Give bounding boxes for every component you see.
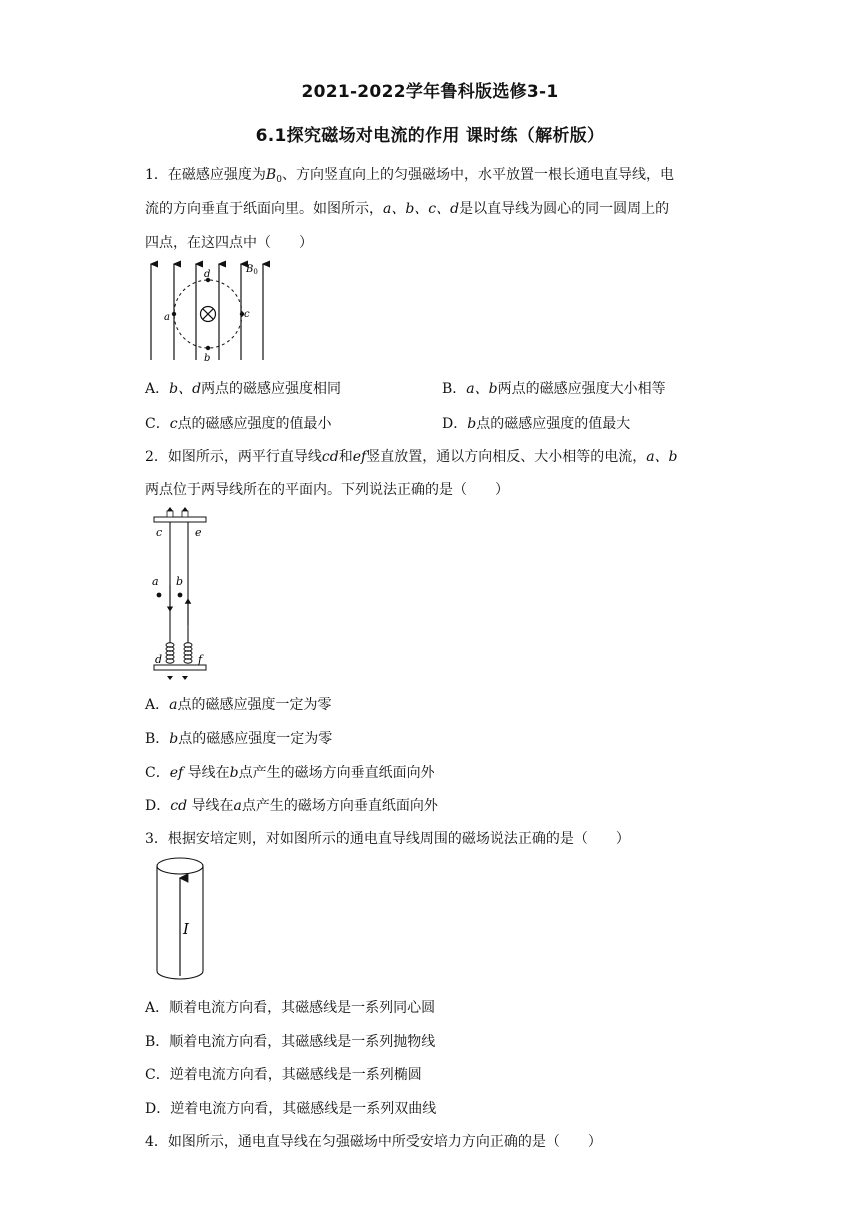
- q3-option-b[interactable]: B．顺着电流方向看，其磁感线是一系列抛物线: [145, 1034, 436, 1050]
- q3-option-c[interactable]: C．逆着电流方向看，其磁感线是一系列椭圆: [145, 1067, 422, 1083]
- point-b: [178, 593, 183, 598]
- page-title-line2: 6.1探究磁场对电流的作用 课时练（解析版）: [255, 126, 605, 146]
- q2-stem-line1: 2．如图所示，两平行直导线cd和ef竖直放置，通以方向相反、大小相等的电流，a、b: [145, 449, 678, 465]
- q1-option-b[interactable]: B．a、b两点的磁感应强度大小相等: [442, 381, 666, 397]
- q1-stem-line1: 1．在磁感应强度为$B_0$、方向竖直向上的匀强磁场中，水平放置一根长通电直导线，电: [145, 167, 674, 185]
- q4-stem: 4．如图所示，通电直导线在匀强磁场中所受安培力方向正确的是（ ）: [145, 1134, 602, 1150]
- top-support-bar: [154, 517, 206, 522]
- point-a: [157, 593, 162, 598]
- label-d: d: [204, 269, 211, 280]
- label-d: d: [155, 653, 163, 666]
- current-into-page-icon: [201, 307, 216, 322]
- bottom-pins: [167, 676, 188, 680]
- label-a: a: [152, 575, 159, 588]
- label-b: b: [176, 575, 184, 588]
- page-title-line1: 2021-2022学年鲁科版选修3-1: [301, 82, 559, 102]
- q3-figure: [152, 856, 212, 984]
- q1-figure: [140, 258, 280, 368]
- label-a: a: [164, 312, 170, 323]
- label-c: c: [244, 309, 250, 320]
- q1-stem-line3: 四点，在这四点中（ ）: [145, 235, 313, 251]
- q1-stem-line2: 流的方向垂直于纸面向里。如图所示，a、b、c、d是以直导线为圆心的同一圆周上的: [145, 201, 670, 217]
- q2-option-d[interactable]: D．cd 导线在a点产生的磁场方向垂直纸面向外: [145, 798, 438, 814]
- q2-option-c[interactable]: C．ef 导线在b点产生的磁场方向垂直纸面向外: [145, 765, 435, 781]
- label-c: c: [156, 526, 163, 539]
- top-pins: [167, 507, 188, 511]
- label-e: e: [195, 526, 202, 539]
- label-I: I: [183, 920, 189, 938]
- label-b: b: [204, 353, 211, 364]
- spring-d: [166, 643, 174, 663]
- q3-stem: 3．根据安培定则，对如图所示的通电直导线周围的磁场说法正确的是（ ）: [145, 831, 630, 847]
- q1-option-a[interactable]: A．b、d两点的磁感应强度相同: [145, 381, 342, 397]
- q2-option-a[interactable]: A．a点的磁感应强度一定为零: [145, 697, 332, 713]
- q2-stem-line2: 两点位于两导线所在的平面内。下列说法正确的是（ ）: [145, 482, 509, 498]
- label-f: f: [198, 653, 203, 666]
- point-b: [206, 346, 210, 350]
- spring-f: [184, 643, 192, 663]
- q2-option-b[interactable]: B．b点的磁感应强度一定为零: [145, 731, 333, 747]
- q2-figure: [140, 505, 220, 685]
- q1-option-d[interactable]: D．b点的磁感应强度的值最大: [442, 416, 631, 432]
- cylinder-top: [157, 858, 203, 874]
- point-a: [172, 312, 176, 316]
- q1-option-c[interactable]: C．c点的磁感应强度的值最小: [145, 416, 332, 432]
- q3-option-d[interactable]: D．逆着电流方向看，其磁感线是一系列双曲线: [145, 1101, 437, 1117]
- label-B0: $B_0$: [246, 264, 258, 276]
- q3-option-a[interactable]: A．顺着电流方向看，其磁感线是一系列同心圆: [145, 1000, 436, 1016]
